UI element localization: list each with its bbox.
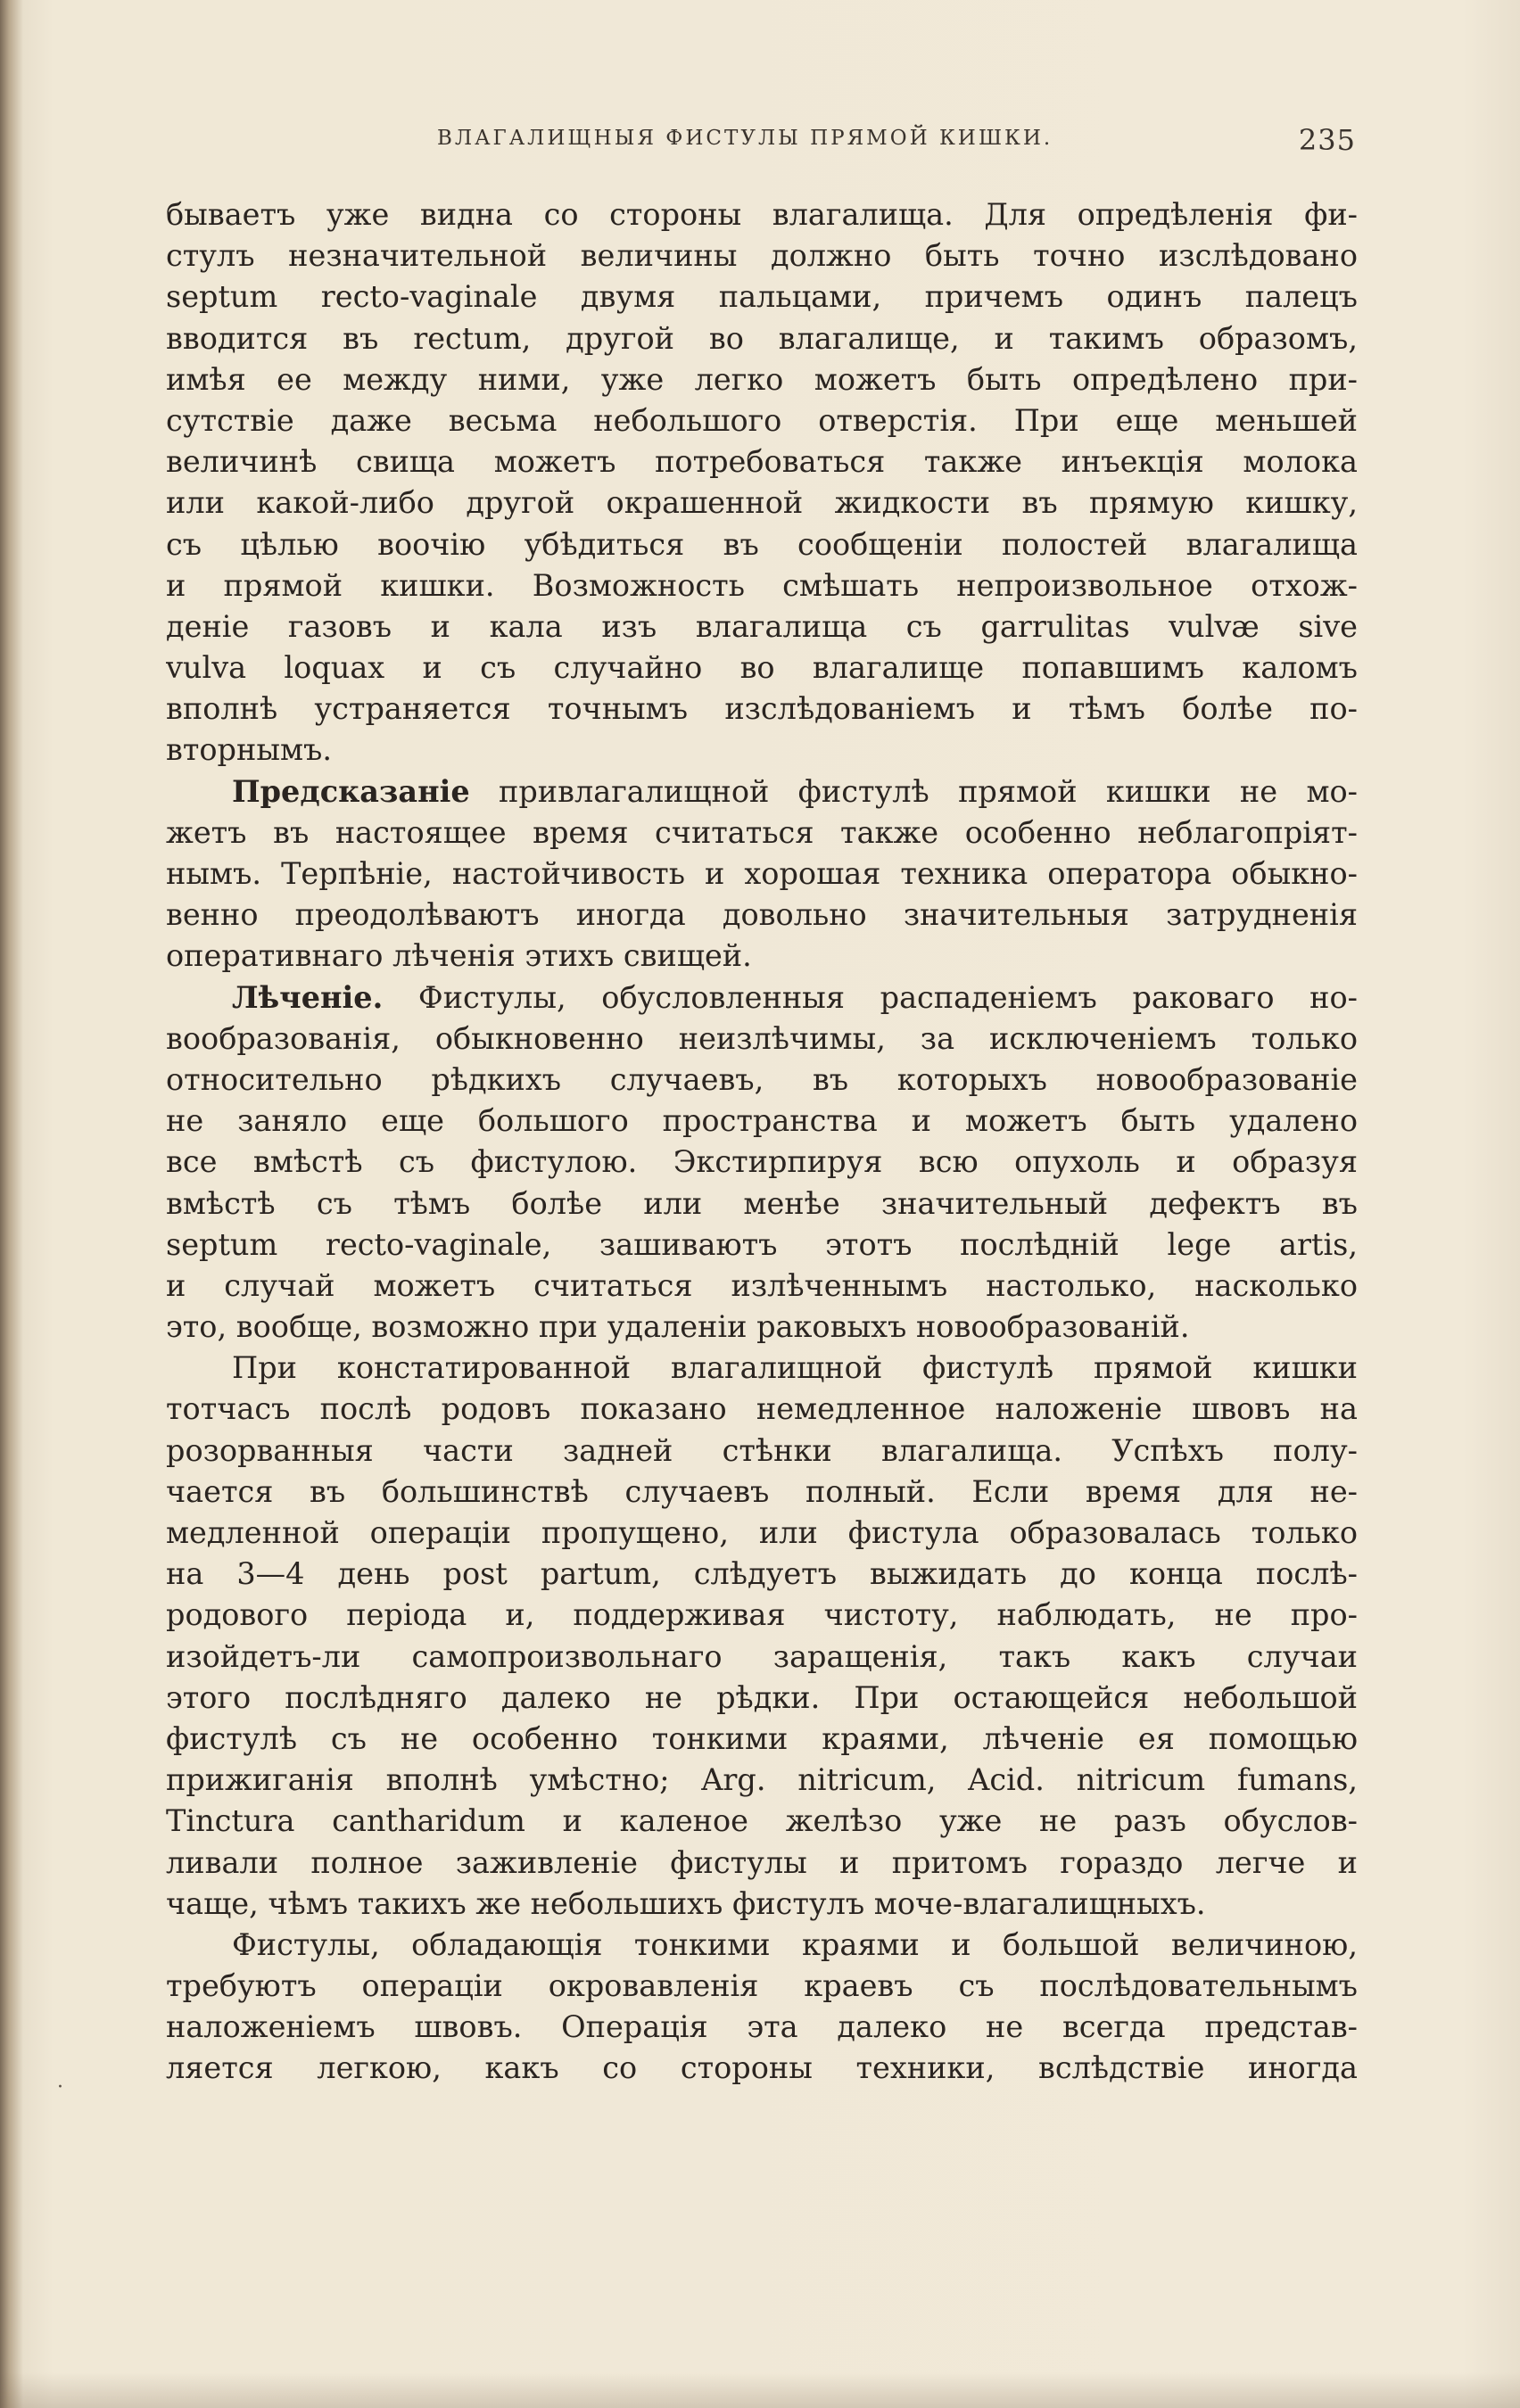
line-text: ливали полное заживленіе фистулы и притомъ гораздо легче и: [166, 1844, 1358, 1880]
text-line: [166, 1060, 1358, 1101]
text-line: [166, 936, 1358, 977]
paragraph-first-line: [166, 1925, 1358, 1966]
text-line: [166, 235, 1358, 276]
text-line: [166, 400, 1358, 441]
line-text: оперативнаго лѣченія этихъ свищей.: [166, 938, 752, 974]
text-line: [166, 194, 1358, 235]
text-line: [166, 1472, 1358, 1513]
text-line: [166, 1595, 1358, 1636]
line-text: Фистулы, обладающія тонкими краями и большой величиною,: [232, 1926, 1358, 1962]
line-text: чаще, чѣмъ такихъ же небольшихъ фистулъ моче-влагалищныхъ.: [166, 1885, 1206, 1921]
line-text: прижиганія вполнѣ умѣстно; Arg. nitricum, Acid. nitricum fumans,: [166, 1762, 1358, 1798]
text-line: [166, 1801, 1358, 1842]
text-line: [166, 441, 1358, 482]
text-line: [166, 1018, 1358, 1060]
text-line: [166, 812, 1358, 854]
text-line: [166, 2007, 1358, 2048]
text-line: [166, 2048, 1358, 2089]
text-line: [166, 565, 1358, 606]
line-text: наложеніемъ швовъ. Операція эта далеко не всегда представ-: [166, 2009, 1358, 2045]
paragraph-first-line: [166, 1348, 1358, 1389]
line-text: Tinctura cantharidum и каленое желѣзо уже не разъ обуслов-: [166, 1803, 1358, 1839]
text-line: [166, 276, 1358, 317]
line-text: и прямой кишки. Возможность смѣшать непроизвольное отхож-: [166, 567, 1358, 603]
text-line: [166, 1225, 1358, 1266]
line-text: septum recto-vaginale двумя пальцами, причемъ одинъ палецъ: [166, 279, 1358, 315]
line-text: вводится въ rectum, другой во влагалище, и такимъ образомъ,: [166, 320, 1358, 356]
line-text: относительно рѣдкихъ случаевъ, въ которыхъ новообразованіе: [166, 1061, 1358, 1097]
line-text: бываетъ уже видна со стороны влагалища. Для опредѣленія фи-: [166, 197, 1358, 232]
text-line: [166, 1843, 1358, 1884]
line-text: стулъ незначительной величины должно быть точно изслѣдовано: [166, 238, 1358, 274]
line-text: не заняло еще большого пространства и можетъ быть удалено: [166, 1103, 1358, 1139]
text-line: [166, 1183, 1358, 1225]
text-line: [166, 730, 1358, 771]
body-text: [166, 194, 1358, 2090]
line-text: septum recto-vaginale, зашиваютъ этотъ послѣдній lege artis,: [166, 1226, 1358, 1262]
line-text: величинѣ свища можетъ потребоваться также инъекція молока: [166, 444, 1358, 480]
line-text: чается въ большинствѣ случаевъ полный. Если время для не-: [166, 1473, 1358, 1509]
page-header: [169, 123, 1356, 159]
line-text: тотчасъ послѣ родовъ показано немедленное наложеніе швовъ на: [166, 1391, 1358, 1427]
run-in-heading: Предсказаніе: [232, 773, 470, 809]
line-text: вторнымъ.: [166, 732, 333, 768]
run-in-heading: Лѣченіе.: [232, 979, 384, 1015]
line-text: изойдетъ-ли самопроизвольнаго заращенія, такъ какъ случаи: [166, 1638, 1358, 1674]
page-edge-shadow: [0, 2372, 1520, 2408]
text-line: [166, 359, 1358, 400]
line-text: этого послѣдняго далеко не рѣдки. При остающейся небольшой: [166, 1679, 1358, 1715]
text-line: [166, 1307, 1358, 1348]
text-line: [166, 1101, 1358, 1142]
text-line: [166, 318, 1358, 359]
line-text: vulva loquax и съ случайно во влагалище попавшимъ каломъ: [166, 650, 1358, 686]
line-text: Фистулы, обусловленныя распаденіемъ раковаго но-: [383, 979, 1358, 1015]
text-line: [166, 1719, 1358, 1760]
line-text: родового періода и, поддерживая чистоту, наблюдать, не про-: [166, 1597, 1358, 1633]
line-text: розорванныя части задней стѣнки влагалища. Успѣхъ полу-: [166, 1432, 1358, 1468]
line-text: нымъ. Терпѣніе, настойчивость и хорошая техника оператора обыкно-: [166, 856, 1358, 891]
line-text: или какой-либо другой окрашенной жидкости въ прямую кишку,: [166, 485, 1358, 521]
line-text: требуютъ операціи окровавленія краевъ съ послѣдовательнымъ: [166, 1968, 1358, 2004]
running-head: ВЛАГАЛИЩНЫЯ ФИСТУЛЫ ПРЯМОЙ КИШКИ.: [437, 127, 1053, 150]
line-text: вообразованія, обыкновенно неизлѣчимы, за исключеніемъ только: [166, 1020, 1358, 1056]
line-text: ляется легкою, какъ со стороны техники, вслѣдствіе иногда: [166, 2050, 1358, 2086]
line-text: на 3—4 день post partum, слѣдуетъ выжидать до конца послѣ-: [166, 1556, 1358, 1592]
text-line: [166, 689, 1358, 730]
text-line: [166, 1513, 1358, 1554]
text-line: [166, 1637, 1358, 1678]
text-line: [166, 895, 1358, 936]
line-text: медленной операціи пропущено, или фистула образовалась только: [166, 1515, 1358, 1550]
text-line: [166, 1266, 1358, 1307]
line-text: При констатированной влагалищной фистулѣ прямой кишки: [232, 1350, 1358, 1386]
line-text: имѣя ее между ними, уже легко можетъ быть опредѣлено при-: [166, 361, 1358, 397]
paragraph-first-line: [166, 771, 1358, 812]
line-text: съ цѣлью воочію убѣдиться въ сообщеніи полостей влагалища: [166, 526, 1358, 562]
line-text: это, вообще, возможно при удаленіи раковыхъ новообразованій.: [166, 1309, 1190, 1345]
line-text: венно преодолѣваютъ иногда довольно значительныя затрудненія: [166, 897, 1358, 933]
line-text: привлагалищной фистулѣ прямой кишки не мо-: [469, 773, 1358, 809]
text-line: [166, 1678, 1358, 1719]
line-text: деніе газовъ и кала изъ влагалища съ garrulitas vulvæ sive: [166, 608, 1358, 644]
line-text: сутствіе даже весьма небольшого отверстія. При еще меньшей: [166, 402, 1358, 438]
text-line: [166, 482, 1358, 524]
line-text: вполнѣ устраняется точнымъ изслѣдованіемъ и тѣмъ болѣе по-: [166, 691, 1358, 727]
text-line: [166, 1142, 1358, 1183]
paragraph-first-line: [166, 977, 1358, 1018]
text-line: [166, 524, 1358, 565]
text-line: [166, 1389, 1358, 1430]
margin-mark: ·: [57, 2076, 63, 2099]
page-number: 235: [1298, 123, 1356, 157]
line-text: фистулѣ съ не особенно тонкими краями, лѣченіе ея помощью: [166, 1720, 1358, 1756]
line-text: жетъ въ настоящее время считаться также особенно неблагопріят-: [166, 814, 1358, 850]
line-text: вмѣстѣ съ тѣмъ болѣе или менѣе значительный дефектъ въ: [166, 1185, 1358, 1221]
text-line: [166, 606, 1358, 647]
text-line: [166, 647, 1358, 689]
text-line: [166, 1884, 1358, 1925]
text-line: [166, 1431, 1358, 1472]
text-line: [166, 854, 1358, 895]
text-line: [166, 1966, 1358, 2007]
text-line: [166, 1554, 1358, 1595]
text-line: [166, 1760, 1358, 1801]
line-text: и случай можетъ считаться излѣченнымъ настолько, насколько: [166, 1267, 1358, 1303]
line-text: все вмѣстѣ съ фистулою. Экстирпируя всю опухоль и образуя: [166, 1144, 1358, 1180]
